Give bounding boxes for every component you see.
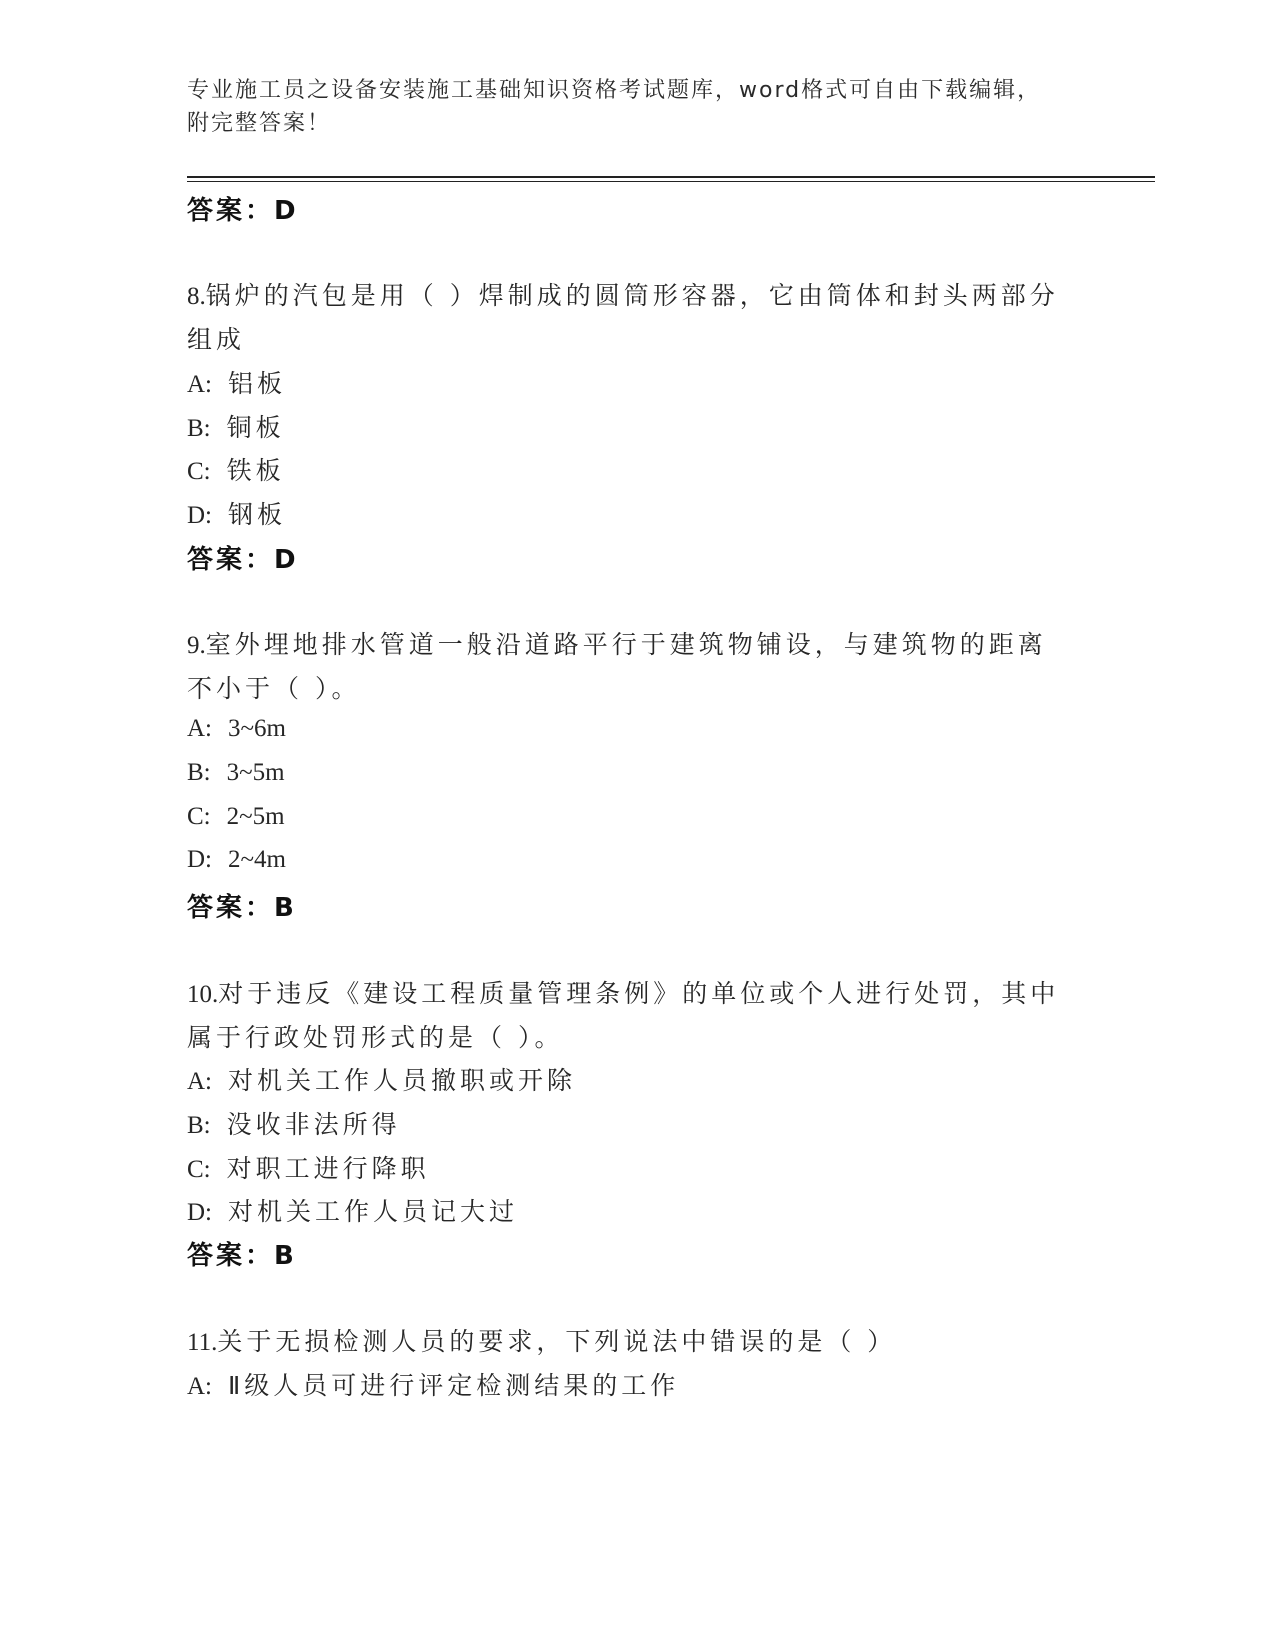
question-stem-line-2: 属于行政处罚形式的是（ ）。 <box>187 1023 564 1052</box>
option-b: B: 铜板 <box>187 413 285 442</box>
question-number: 10. <box>187 981 219 1008</box>
option-d: D: 钢板 <box>187 500 287 529</box>
question-stem-line-2: 组成 <box>187 325 246 354</box>
option-a: A: Ⅱ级人员可进行评定检测结果的工作 <box>187 1371 680 1400</box>
question-stem-line-1: 对于违反《建设工程质量管理条例》的单位或个人进行处罚，其中 <box>218 979 1060 1008</box>
header-divider-thin <box>187 181 1155 182</box>
option-c: C: 铁板 <box>187 456 285 485</box>
option-c: C: 对职工进行降职 <box>187 1154 430 1183</box>
header-line-2: 附完整答案！ <box>187 111 332 136</box>
answer-previous: 答案：D <box>187 196 299 226</box>
answer: 答案：D <box>187 545 299 575</box>
option-b: B: 没收非法所得 <box>187 1110 401 1139</box>
option-c: C: 2~5m <box>187 803 285 830</box>
question-stem-line-1: 室外埋地排水管道一般沿道路平行于建筑物铺设，与建筑物的距离 <box>205 630 1047 659</box>
option-a: A: 3~6m <box>187 715 286 742</box>
option-d: D: 2~4m <box>187 846 286 873</box>
answer: 答案：B <box>187 893 297 923</box>
option-a: A: 对机关工作人员撤职或开除 <box>187 1066 577 1095</box>
question-stem <box>187 1322 896 1358</box>
header-divider-thick <box>187 176 1155 178</box>
question-stem <box>187 276 1059 312</box>
option-d: D: 对机关工作人员记大过 <box>187 1197 519 1226</box>
document-header <box>187 74 1087 140</box>
question-stem-line-1: 关于无损检测人员的要求，下列说法中错误的是（ ） <box>217 1327 897 1356</box>
question-stem <box>187 625 1047 661</box>
question-number: 9. <box>187 632 206 659</box>
answer: 答案：B <box>187 1241 297 1271</box>
option-b: B: 3~5m <box>187 759 285 786</box>
header-line-1: 专业施工员之设备安装施工基础知识资格考试题库，word格式可自由下载编辑， <box>187 78 1042 103</box>
question-number: 11. <box>187 1329 218 1356</box>
question-number: 8. <box>187 283 206 310</box>
question-stem-line-1: 锅炉的汽包是用（ ）焊制成的圆筒形容器，它由筒体和封头两部分 <box>205 281 1059 310</box>
question-stem-line-2: 不小于（ ）。 <box>187 674 361 703</box>
question-stem <box>187 974 1059 1010</box>
option-a: A: 铝板 <box>187 369 287 398</box>
